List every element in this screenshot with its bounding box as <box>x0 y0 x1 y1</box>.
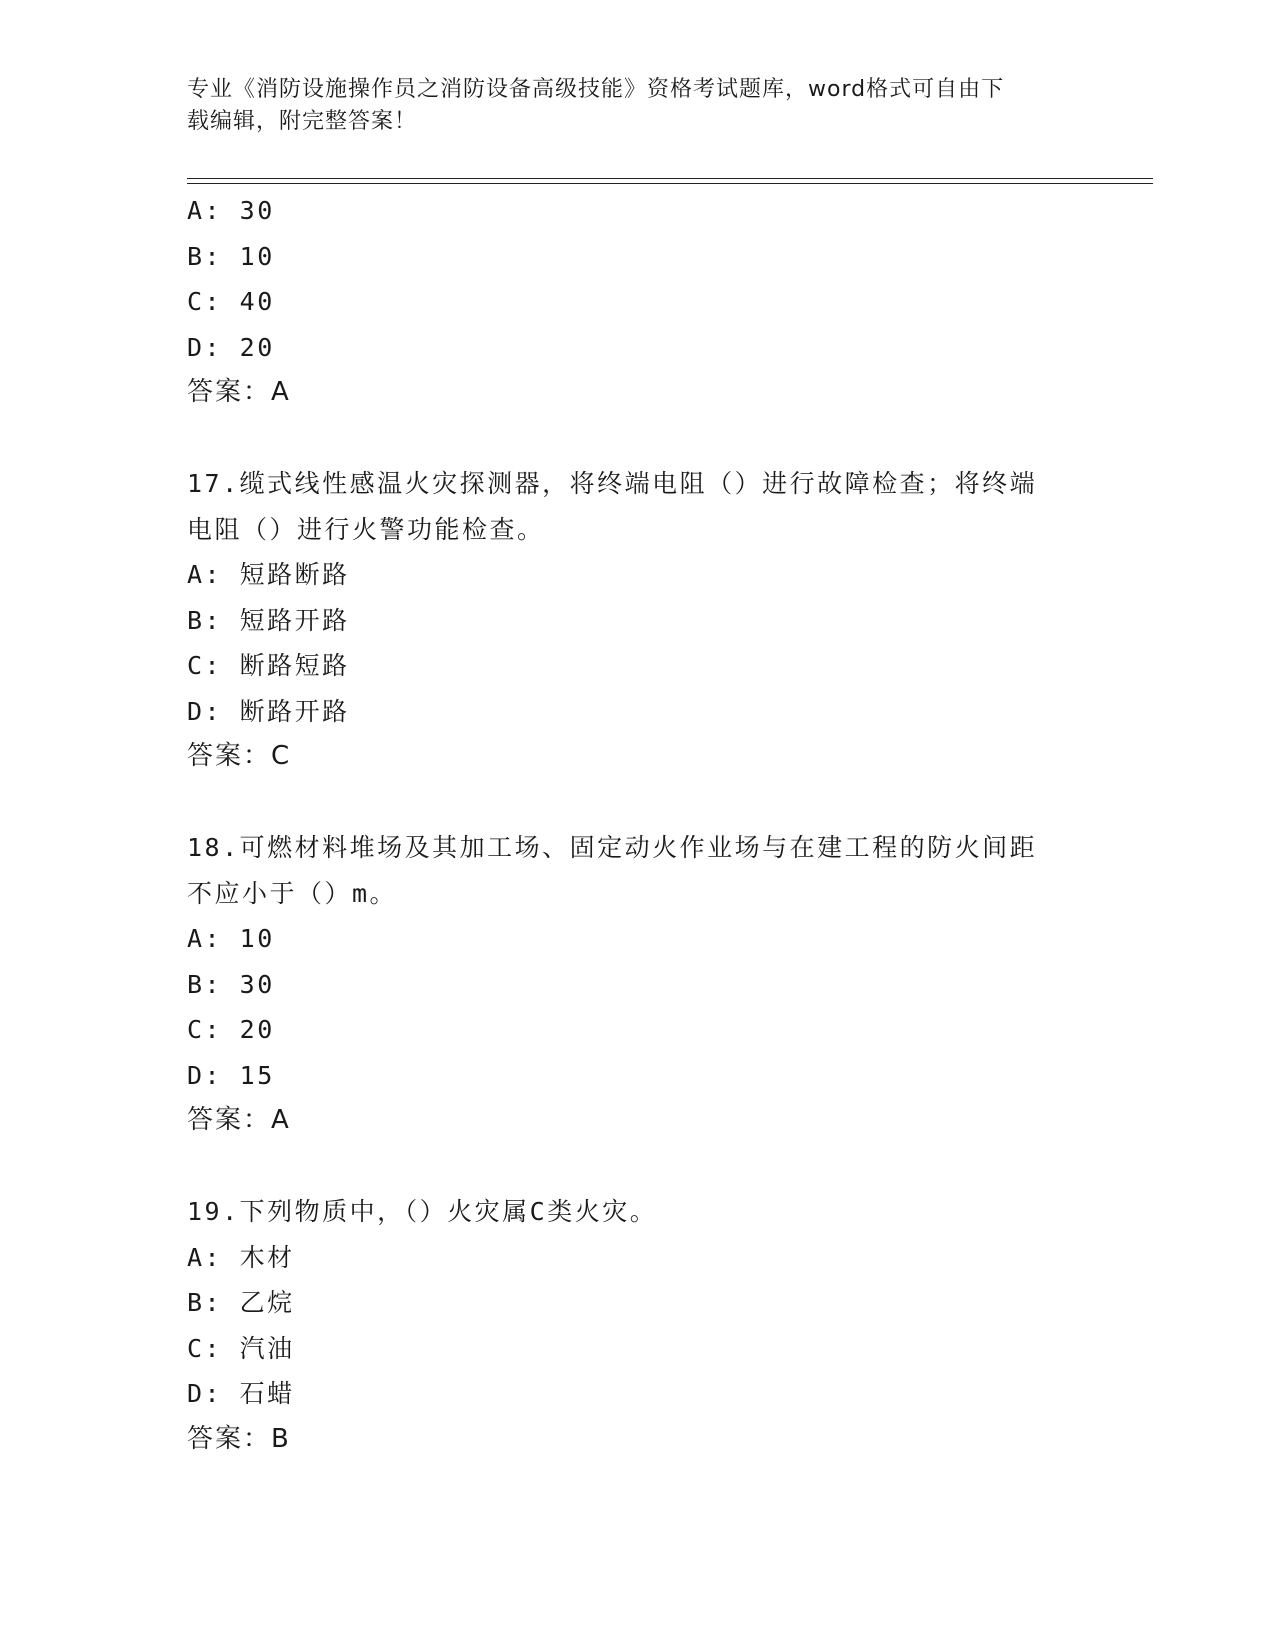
question-17 <box>187 461 1087 780</box>
option-d: D: 20 <box>187 332 275 362</box>
option-d: D: 15 <box>187 1060 275 1090</box>
spacer <box>187 780 1087 826</box>
question-stem: 18.可燃材料堆场及其加工场、固定动火作业场与在建工程的防火间距 <box>187 833 1038 862</box>
option-a: A: 30 <box>187 196 275 225</box>
answer-line: 答案：B <box>187 1423 291 1454</box>
option-d: D: 断路开路 <box>187 696 350 726</box>
question-stem-continued: 电阻（）进行火警功能检查。 <box>187 514 545 544</box>
answer-line: 答案：A <box>187 1105 291 1135</box>
option-c: C: 断路短路 <box>187 651 350 680</box>
document-header <box>187 74 1067 138</box>
option-a: A: 10 <box>187 924 275 953</box>
spacer <box>187 1144 1087 1190</box>
option-b: B: 乙烷 <box>187 1288 295 1317</box>
question-stem: 17.缆式线性感温火灾探测器，将终端电阻（）进行故障检查；将终端 <box>187 469 1038 498</box>
question-16-continued <box>187 188 1087 416</box>
option-a: A: 木材 <box>187 1242 295 1272</box>
option-c: C: 40 <box>187 287 275 316</box>
question-18 <box>187 825 1087 1144</box>
option-c: C: 20 <box>187 1015 275 1044</box>
header-line-2: 载编辑，附完整答案！ <box>187 109 418 134</box>
header-divider-bottom <box>187 183 1153 184</box>
option-a: A: 短路断路 <box>187 560 350 589</box>
option-c: C: 汽油 <box>187 1333 295 1363</box>
spacer <box>187 416 1087 462</box>
option-b: B: 短路开路 <box>187 605 350 635</box>
question-stem-continued: 不应小于（）m。 <box>187 878 398 908</box>
answer-line: 答案：A <box>187 377 291 407</box>
option-b: B: 30 <box>187 969 275 999</box>
question-stem: 19.下列物质中，（）火灾属C类火灾。 <box>187 1197 658 1226</box>
answer-line: 答案：C <box>187 741 292 771</box>
option-b: B: 10 <box>187 241 275 271</box>
option-d: D: 石蜡 <box>187 1379 295 1408</box>
question-19 <box>187 1189 1087 1462</box>
header-divider-top <box>187 178 1153 179</box>
header-line-1: 专业《消防设施操作员之消防设备高级技能》资格考试题库，word格式可自由下 <box>187 77 1005 102</box>
question-list <box>187 188 1087 1462</box>
